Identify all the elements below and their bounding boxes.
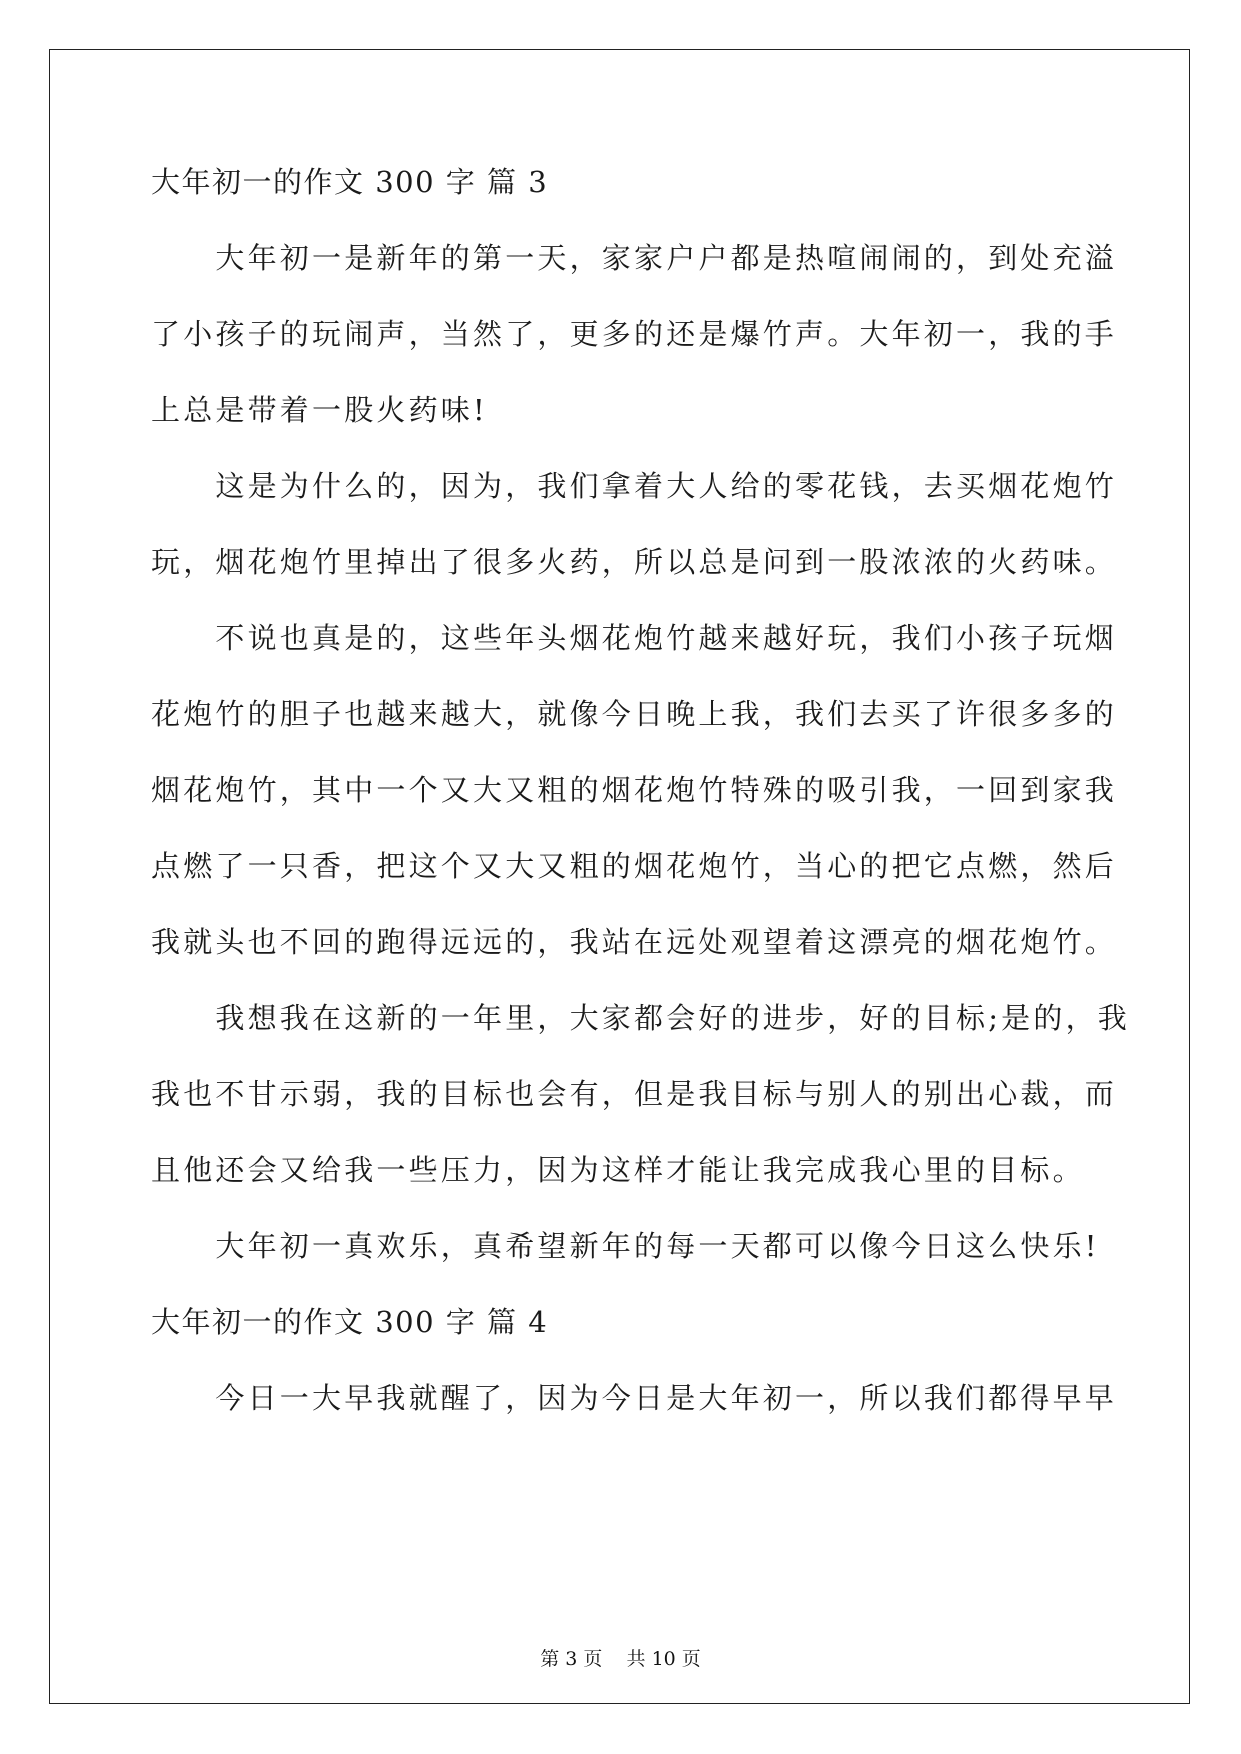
- text-line: 上总是带着一股火药味!: [151, 393, 488, 427]
- text-line: 大年初一是新年的第一天，家家户户都是热喧闹闹的，到处充溢: [151, 241, 1118, 275]
- text-line: 这是为什么的，因为，我们拿着大人给的零花钱，去买烟花炮竹: [151, 469, 1118, 503]
- section-heading-3: 大年初一的作文 300 字 篇 3: [151, 165, 549, 199]
- text-line: 不说也真是的，这些年头烟花炮竹越来越好玩，我们小孩子玩烟: [151, 621, 1118, 655]
- text-line: 玩，烟花炮竹里掉出了很多火药，所以总是问到一股浓浓的火药味。: [151, 545, 1118, 579]
- section-heading-4: 大年初一的作文 300 字 篇 4: [151, 1305, 549, 1339]
- footer-spacer: [602, 1648, 626, 1670]
- page-number: 第 3 页: [540, 1648, 603, 1670]
- text-line: 点燃了一只香，把这个又大又粗的烟花炮竹，当心的把它点燃，然后: [151, 849, 1118, 883]
- text-line: 了小孩子的玩闹声，当然了，更多的还是爆竹声。大年初一，我的手: [151, 317, 1118, 351]
- page-footer: [0, 1647, 1241, 1671]
- text-line: 今日一大早我就醒了，因为今日是大年初一，所以我们都得早早: [151, 1381, 1118, 1415]
- text-line: 大年初一真欢乐，真希望新年的每一天都可以像今日这么快乐!: [151, 1229, 1100, 1263]
- text-line: 我想我在这新的一年里，大家都会好的进步，好的目标;是的，我: [151, 1001, 1130, 1035]
- text-line: 我就头也不回的跑得远远的，我站在远处观望着这漂亮的烟花炮竹。: [151, 925, 1118, 959]
- text-line: 且他还会又给我一些压力，因为这样才能让我完成我心里的目标。: [151, 1153, 1085, 1187]
- text-line: 花炮竹的胆子也越来越大，就像今日晚上我，我们去买了许很多多的: [151, 697, 1118, 731]
- text-line: 我也不甘示弱，我的目标也会有，但是我目标与别人的别出心裁，而: [151, 1077, 1118, 1111]
- page-total: 共 10 页: [626, 1648, 701, 1670]
- text-line: 烟花炮竹，其中一个又大又粗的烟花炮竹特殊的吸引我，一回到家我: [151, 773, 1118, 807]
